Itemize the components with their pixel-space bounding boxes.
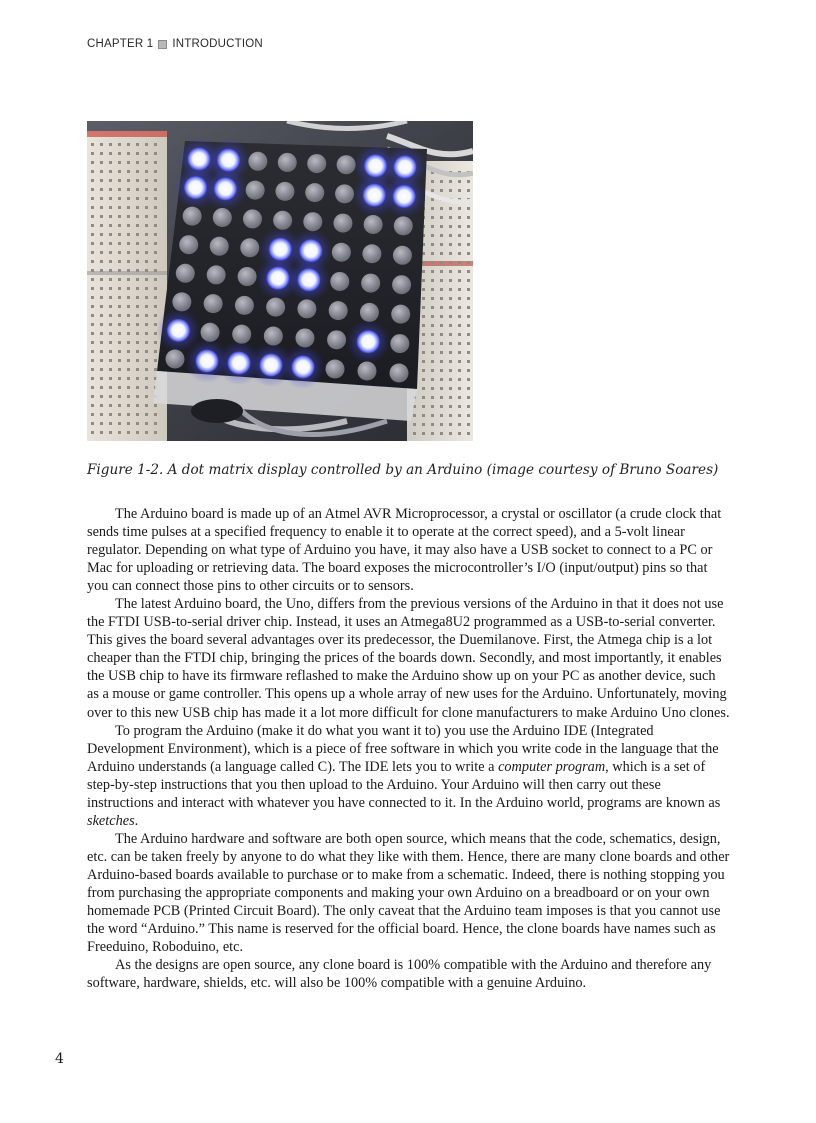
square-separator-icon: [158, 40, 167, 49]
chapter-label: CHAPTER 1: [87, 38, 154, 50]
chapter-title: INTRODUCTION: [172, 38, 263, 50]
paragraph-text: The Arduino hardware and software are both open source, which means that the code, schematics, design, etc. can be taken freely by anyone to do what they like with them. Hence, there are many clone boards and other Arduino-based boards available to purchase or to make from a schematic. Indeed, there is nothing stopping you from purchasing the appropriate components and making your own Arduino on a breadboard or on your own homemade PCB (Printed Circuit Board). The only caveat that the Arduino team imposes is that you cannot use the word “Arduino.” This name is reserved for the official board. Hence, the clone boards have names such as Freeduino, Roboduino, etc.: [87, 830, 730, 956]
paragraph: [87, 830, 730, 956]
emphasis-text: sketches: [87, 812, 135, 829]
paragraph: [87, 722, 730, 830]
led-dot-matrix-photo: [87, 121, 473, 441]
paragraph: [87, 595, 730, 721]
paragraph-text: To program the Arduino (make it do what you want it to) you use the Arduino IDE (Integrated Development Environment), which is a piece of free software in which you write code in the language that the Arduino understands (a language called C). The IDE lets you to write a: [87, 722, 719, 775]
paragraph: [87, 505, 730, 595]
running-head: [87, 38, 263, 50]
paragraph-text: .: [134, 812, 139, 829]
paragraph-text: , which is a set of step-by-step instructions that you then upload to the Arduino. Your Arduino will then carry out these instructions and interact with whatever you have connected to it. In the Arduino world, programs are known as: [87, 758, 721, 811]
paragraph: [87, 956, 730, 992]
paragraph-text: The latest Arduino board, the Uno, differs from the previous versions of the Arduino in that it does not use the FTDI USB-to-serial driver chip. Instead, it uses an Atmega8U2 programmed as a USB-to-serial converter. This gives the board several advantages over its predecessor, the Duemilanove. First, the Atmega chip is a lot cheaper than the FTDI chip, bringing the prices of the boards down. Secondly, and most importantly, it enables the USB chip to have its firmware reflashed to make the Arduino show up on your PC as another device, such as a mouse or game controller. This opens up a whole array of new uses for the Arduino. Unfortunately, moving over to this new USB chip has made it a lot more difficult for clone manufacturers to make Arduino Uno clones.: [87, 596, 730, 721]
paragraph-text: The Arduino board is made up of an Atmel AVR Microprocessor, a crystal or oscillator (a crude clock that sends time pulses at a specified frequency to enable it to operate at the correct speed), and a 5-volt linear regulator. Depending on what type of Arduino you have, it may also have a USB socket to connect to a PC or Mac for uploading or retrieving data. The board exposes the microcontroller’s I/O (input/output) pins so that you can connect those pins to other circuits or to sensors.: [87, 506, 722, 595]
page-number: 4: [55, 1051, 64, 1067]
body-text: [87, 505, 730, 992]
figure-caption: Figure 1-2. A dot matrix display controlled by an Arduino (image courtesy of Bruno Soares): [87, 462, 719, 478]
paragraph-text: As the designs are open source, any clone board is 100% compatible with the Arduino and therefore any software, hardware, shields, etc. will also be 100% compatible with a genuine Arduino.: [87, 957, 712, 992]
emphasis-text: computer program: [498, 758, 606, 775]
